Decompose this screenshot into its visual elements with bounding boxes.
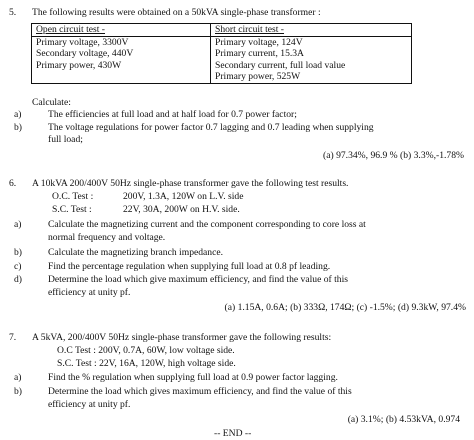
sc-line: Primary voltage, 124V xyxy=(215,36,303,48)
q7-part-a: Find the % regulation when supplying full load at 0.9 power factor lagging. xyxy=(48,372,338,383)
q5-test-table xyxy=(31,23,412,84)
q7-text: A 5kVA, 200/400V 50Hz single-phase transformer gave the following results: xyxy=(32,332,332,343)
q7-sc: S.C. Test : 22V, 16A, 120W, high voltage side. xyxy=(57,358,236,369)
q7-part-b-line1: Determine the load which gives maximum efficiency, and find the value of this xyxy=(48,386,352,397)
q6-oc-value: 200V, 1.3A, 120W on L.V. side xyxy=(123,191,244,202)
q6-sc-value: 22V, 30A, 200W on H.V. side. xyxy=(123,204,240,215)
q6-part-c: Find the percentage regulation when supplying full load at 0.8 pf leading. xyxy=(48,261,331,272)
sc-line: Secondary current, full load value xyxy=(215,59,346,71)
label-b: b) xyxy=(14,386,22,397)
q6-part-d-line2: efficiency at unity pf. xyxy=(48,287,131,298)
q6-part-d-line1: Determine the load which give maximum efficiency, and find the value of this xyxy=(48,274,348,285)
sc-header: Short circuit test - xyxy=(215,24,285,35)
oc-line: Secondary voltage, 440V xyxy=(36,48,134,60)
oc-line: Primary power, 430W xyxy=(36,59,122,71)
q7-part-b-line2: efficiency at unity pf. xyxy=(48,399,131,410)
q5-part-b-line1: The voltage regulations for power factor 0.7 lagging and 0.7 leading when supplying xyxy=(48,122,374,133)
oc-line: Primary voltage, 3300V xyxy=(36,36,129,48)
q5-part-b-line2: full load; xyxy=(48,134,83,145)
end-marker: -- END -- xyxy=(214,428,252,439)
oc-header: Open circuit test - xyxy=(36,24,105,35)
q7-oc: O.C Test : 200V, 0.7A, 60W, low voltage side. xyxy=(57,345,235,356)
q6-sc-label: S.C. Test : xyxy=(52,204,92,215)
label-d: d) xyxy=(14,274,22,285)
q6-part-b: Calculate the magnetizing branch impedance. xyxy=(48,247,224,258)
label-a: a) xyxy=(14,372,22,383)
label-b: b) xyxy=(14,247,22,258)
label-b: b) xyxy=(14,122,22,133)
label-a: a) xyxy=(14,109,22,120)
q5-part-a: The efficiencies at full load and at half load for 0.7 power factor; xyxy=(48,109,297,120)
q6-oc-label: O.C. Test : xyxy=(52,191,94,202)
q7-answer: (a) 3.1%; (b) 4.53kVA, 0.974 xyxy=(347,414,460,425)
q6-text: A 10kVA 200/400V 50Hz single-phase transformer gave the following test results. xyxy=(32,178,349,189)
q7-number: 7. xyxy=(9,332,17,343)
sc-line: Primary current, 15.3A xyxy=(215,48,304,60)
label-a: a) xyxy=(14,219,22,230)
q5-text: The following results were obtained on a 50kVA single-phase transformer : xyxy=(32,7,321,18)
q6-number: 6. xyxy=(9,178,17,189)
q6-part-a-line2: normal frequency and voltage. xyxy=(48,232,166,243)
q6-answer: (a) 1.15A, 0.6A; (b) 333Ω, 174Ω; (c) -1.5%; (d) 9.3kW, 97.4% xyxy=(224,302,466,313)
sc-line: Primary power, 525W xyxy=(215,71,301,83)
q5-number: 5. xyxy=(9,7,17,18)
q5-answer: (a) 97.34%, 96.9 % (b) 3.3%,-1.78% xyxy=(323,150,464,161)
q6-part-a-line1: Calculate the magnetizing current and the component corresponding to core loss at xyxy=(48,219,366,230)
q5-calculate: Calculate: xyxy=(32,97,71,108)
label-c: c) xyxy=(14,261,22,272)
